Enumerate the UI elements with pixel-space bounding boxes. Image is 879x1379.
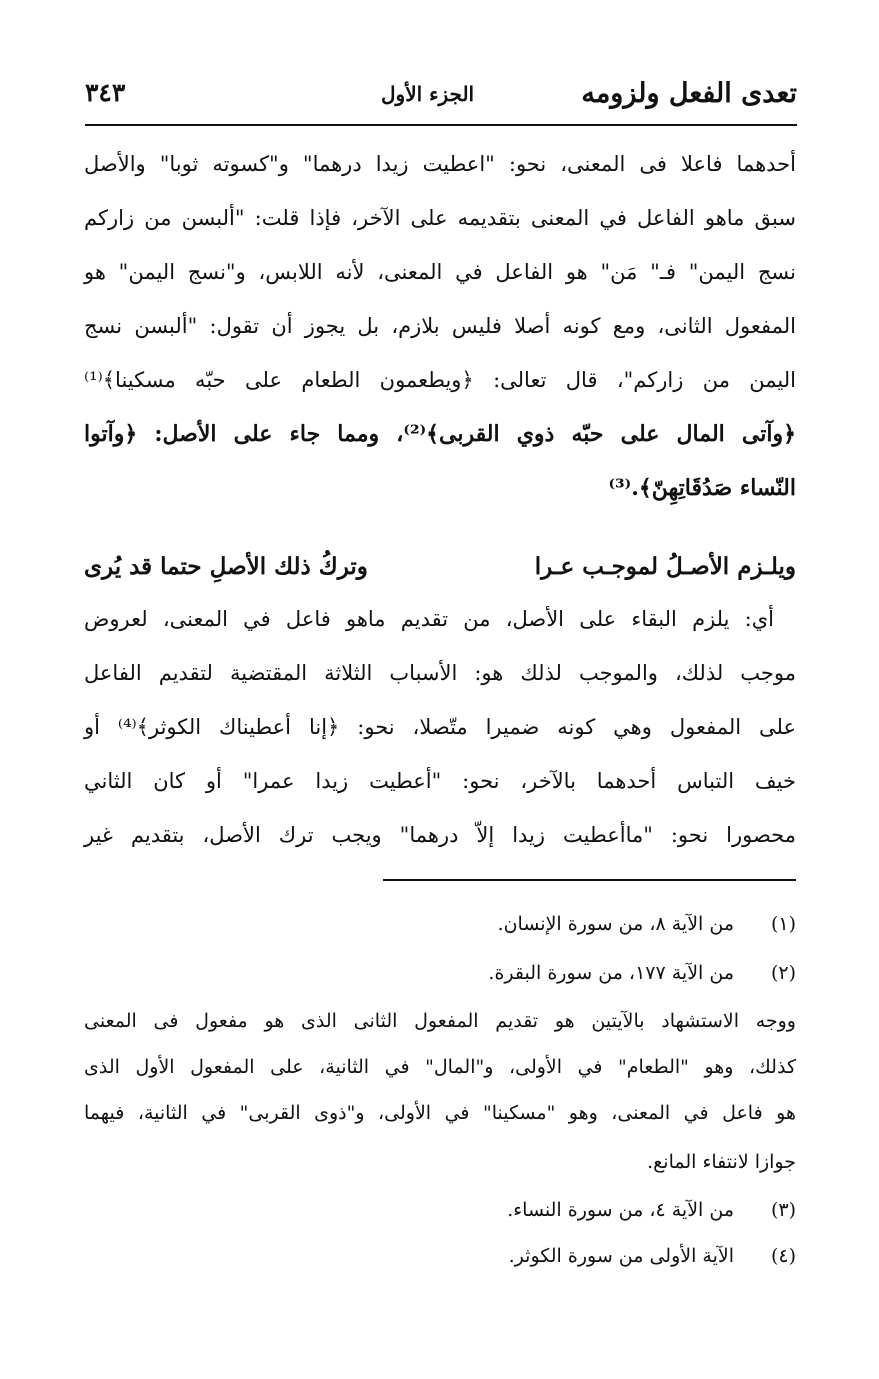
footnote-number: (٣) (770, 1199, 796, 1221)
body-paragraph (84, 137, 796, 515)
body-line: نسج اليمن" فـ" مَن" هو الفاعل في المعنى، لأنه اللابس، و"نسج اليمن" هو (84, 260, 796, 284)
volume-label: الجزء الأول (381, 82, 475, 106)
body-line: المفعول الثانى، ومع كونه أصلا فليس بلازم، بل يجوز أن تقول: "ألبسن نسج (84, 314, 796, 338)
footnote-note-line: كذلك، وهو "الطعام" في الأولى، و"المال" في الثانية، على المفعول الأول الذى (84, 1056, 796, 1078)
commentary-paragraph (84, 592, 796, 862)
commentary-line: موجب لذلك، والموجب لذلك هو: الأسباب الثلاثة المقتضية لتقديم الفاعل (84, 661, 796, 685)
page-header (85, 72, 797, 122)
verse-second-hemistich: وتركُ ذلك الأصلِ حتما قد يُرى (84, 553, 368, 580)
footnote-separator (383, 879, 796, 881)
footnote-note-line: جوازا لانتفاء المانع. (647, 1151, 796, 1173)
poem-verse (84, 542, 796, 592)
footnote-number: (٤) (770, 1245, 796, 1267)
footnote-text: من الآية ٨، من سورة الإنسان. (497, 913, 734, 935)
footnote-number: (١) (770, 913, 796, 935)
body-line: النّساء صَدُقَاتِهِنّ﴾.⁽³⁾ (608, 475, 796, 501)
footnote-note-line: هو فاعل في المعنى، وهو "مسكينا" في الأولى، و"ذوى القربى" في الثانية، فيهما (84, 1102, 796, 1124)
footnote-text: الآية الأولى من سورة الكوثر. (508, 1245, 734, 1267)
page-number: ٣٤٣ (85, 78, 126, 107)
chapter-title: تعدى الفعل ولزومه (581, 78, 797, 109)
commentary-line: على المفعول وهي كونه ضميرا متّصلا، نحو: ﴿إنا أعطيناك الكوثر﴾⁽⁴⁾ أو (84, 715, 797, 739)
header-rule (85, 124, 797, 126)
commentary-line: محصورا نحو: "ماأعطيت زيدا إلاّ درهما" ويجب ترك الأصل، بتقديم غير (84, 823, 796, 847)
footnote-text: من الآية ٤، من سورة النساء. (507, 1199, 734, 1221)
body-line: أحدهما فاعلا فى المعنى، نحو: "اعطيت زيدا درهما" و"كسوته ثوبا" والأصل (84, 152, 796, 176)
body-line: سبق ماهو الفاعل في المعنى بتقديمه على الآخر، فإذا قلت: "ألبسن من زاركم (84, 206, 796, 230)
commentary-line: خيف التباس أحدهما بالآخر، نحو: "أعطيت زيدا عمرا" أو كان الثاني (84, 769, 796, 793)
body-line: اليمن من زاركم"، قال تعالى: ﴿ويطعمون الطعام على حبّه مسكينا﴾⁽¹⁾ (84, 368, 796, 392)
body-line: ﴿وآتى المال على حبّه ذوي القربى﴾⁽²⁾، ومما جاء على الأصل: ﴿وآتوا (84, 421, 796, 447)
footnote-note-line: ووجه الاستشهاد بالآيتين هو تقديم المفعول الثانى الذى هو مفعول فى المعنى (84, 1010, 796, 1032)
commentary-line: أي: يلزم البقاء على الأصل، من تقديم ماهو فاعل في المعنى، لعروض (84, 607, 774, 631)
verse-first-hemistich: ويلـزم الأصـلُ لموجـب عـرا (534, 553, 796, 580)
footnote-number: (٢) (770, 962, 796, 984)
footnote-text: من الآية ١٧٧، من سورة البقرة. (488, 962, 734, 984)
